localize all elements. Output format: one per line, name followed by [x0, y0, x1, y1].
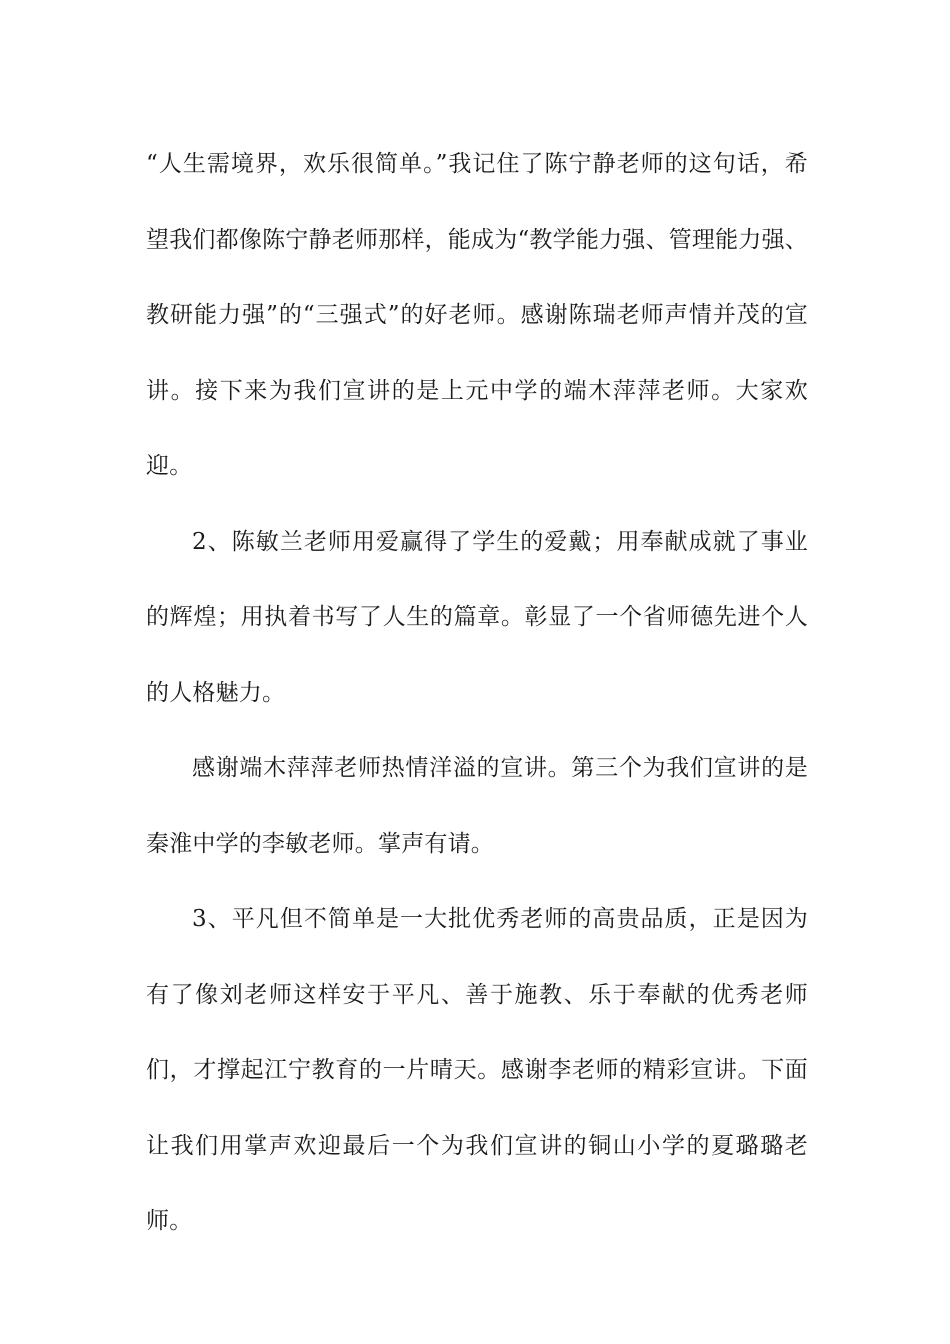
document-body: [146, 127, 808, 1260]
paragraph-4: 3、平凡但不简单是一大批优秀老师的高贵品质，正是因为有了像刘老师这样安于平凡、善于施教、乐于奉献的优秀老师们，才撑起江宁教育的一片晴天。感谢李老师的精彩宣讲。下面让我们用掌声欢迎最后一个为我们宣讲的铜山小学的夏璐璐老师。: [146, 906, 808, 1234]
paragraph-1: “人生需境界，欢乐很简单。”我记住了陈宁静老师的这句话，希望我们都像陈宁静老师那样，能成为“教学能力强、管理能力强、教研能力强”的“三强式”的好老师。感谢陈瑞老师声情并茂的宣讲。接下来为我们宣讲的是上元中学的端木萍萍老师。大家欢迎。: [146, 151, 808, 479]
paragraph-3: 感谢端木萍萍老师热情洋溢的宣讲。第三个为我们宣讲的是秦淮中学的李敏老师。掌声有请。: [146, 755, 808, 857]
paragraph-2: 2、陈敏兰老师用爱赢得了学生的爱戴；用奉献成就了事业的辉煌；用执着书写了人生的篇章。彰显了一个省师德先进个人的人格魅力。: [146, 528, 808, 706]
